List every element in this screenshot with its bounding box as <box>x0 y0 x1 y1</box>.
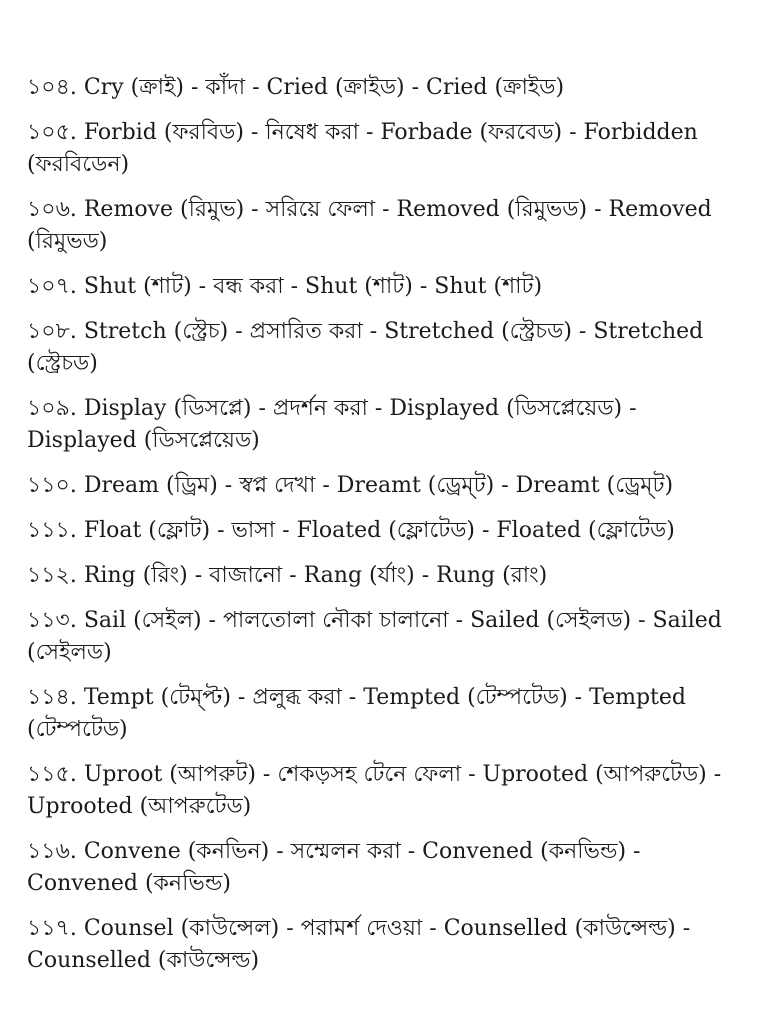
list-item: ১১৪. Tempt (টেম্প্ট) - প্রলুব্ধ করা - Tempted (টেম্পটেড) - Tempted (টেম্পটেড) <box>27 685 686 742</box>
list-item: ১১৩. Sail (সেইল) - পালতোলা নৌকা চালানো - Sailed (সেইলড) - Sailed (সেইলড) <box>27 608 722 665</box>
list-item: ১১২. Ring (রিং) - বাজানো - Rang (র্যাং) - Rung (রাং) <box>27 563 548 588</box>
list-item: ১১৫. Uproot (আপরুট) - শেকড়সহ টেনে ফেলা - Uprooted (আপরুটেড) - Uprooted (আপরুটেড) <box>27 762 722 819</box>
list-item: ১০৯. Display (ডিসপ্লে) - প্রদর্শন করা - Displayed (ডিসপ্লেয়েড) - Displayed (ডিসপ্লেয়েড) <box>27 396 637 453</box>
list-item: ১০৪. Cry (ক্রাই) - কাঁদা - Cried (ক্রাইড) - Cried (ক্রাইড) <box>27 75 565 100</box>
list-item: ১১০. Dream (ড্রিম) - স্বপ্ন দেখা - Dreamt (ড্রেম্ট) - Dreamt (ড্রেম্ট) <box>27 473 674 498</box>
list-item: ১০৫. Forbid (ফরবিড) - নিষেধ করা - Forbade (ফরবেড) - Forbidden (ফরবিডেন) <box>27 120 698 177</box>
list-item: ১০৮. Stretch (স্ট্রেচ) - প্রসারিত করা - Stretched (স্ট্রেচড) - Stretched (স্ট্রেচড) <box>27 319 704 376</box>
verb-list <box>27 72 742 990</box>
list-item: ১১১. Float (ফ্লোট) - ভাসা - Floated (ফ্লোটেড) - Floated (ফ্লোটেড) <box>27 518 675 543</box>
list-item: ১০৬. Remove (রিমুভ) - সরিয়ে ফেলা - Removed (রিমুভড) - Removed (রিমুভড) <box>27 197 712 254</box>
list-item: ১১৬. Convene (কনভিন) - সম্মেলন করা - Convened (কনভিন্ড) - Convened (কনভিন্ড) <box>27 839 641 896</box>
list-item: ১০৭. Shut (শাট) - বন্ধ করা - Shut (শাট) - Shut (শাট) <box>27 274 543 299</box>
list-item: ১১৭. Counsel (কাউন্সেল) - পরামর্শ দেওয়া - Counselled (কাউন্সেল্ড) - Counselled (কাউন্সেল্ড) <box>27 916 691 973</box>
